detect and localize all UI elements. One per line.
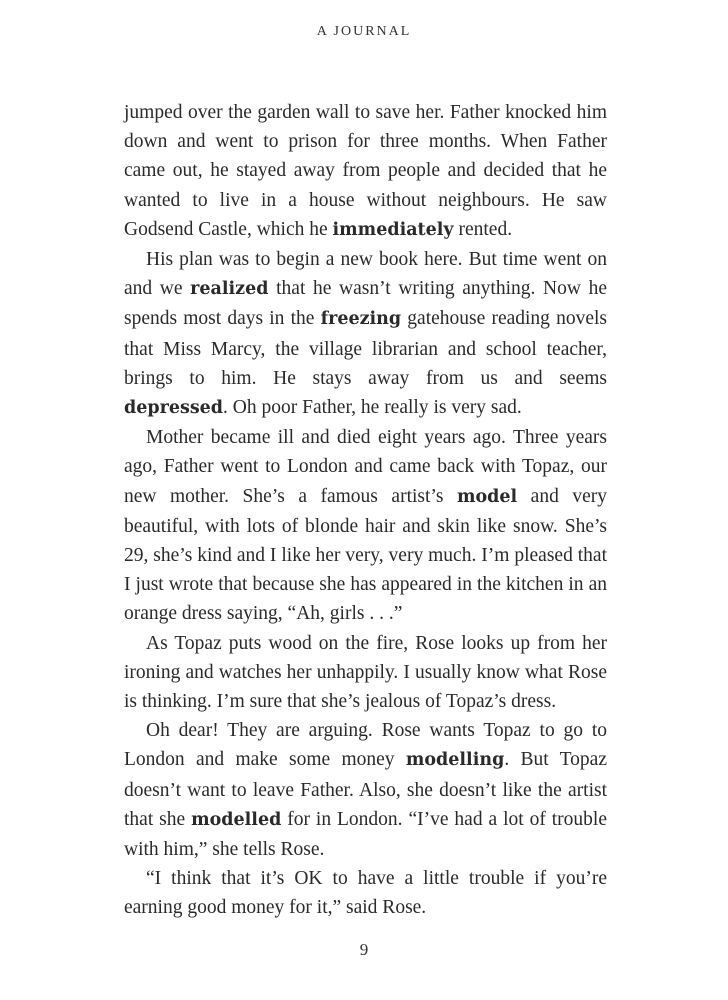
paragraph: [124, 98, 607, 245]
text-run: As Topaz puts wood on the fire, Rose looks up from her ironing and watches her unhappily. I usually know what Rose is thinking. I’m sure that she’s jealous of Topaz’s dress.: [124, 632, 607, 713]
text-run: jumped over the garden wall to save her. Father knocked him down and went to prison for three months. When Father came out, he stayed away from people and decided that he wanted to live in a house without neighbours. He saw Godsend Castle, which he: [124, 102, 607, 240]
paragraph: [124, 629, 607, 717]
glossary-word: immediately: [332, 219, 454, 240]
paragraph: [124, 864, 607, 922]
paragraph: [124, 423, 607, 628]
text-run: and very beautiful, with lots of blonde hair and skin like snow. She’s 29, she’s kind and I like her very, very much. I’m pleased that I just wrote that because she has appeared in the kitchen in an orange dress saying, “Ah, girls . . .”: [124, 485, 607, 625]
paragraph: [124, 245, 607, 423]
text-run: gatehouse reading novels that Miss Marcy, the village librarian and school teacher, brings to him. He stays away from us and seems: [124, 308, 607, 389]
text-run: for in London. “I’ve had a lot of trouble with him,” she tells Rose.: [124, 808, 607, 861]
text-run: rented.: [453, 218, 513, 240]
running-head: A JOURNAL: [316, 24, 412, 39]
text-run: Oh dear! They are arguing. Rose wants Topaz to go to London and make some money: [124, 720, 607, 771]
page-number: 9: [359, 940, 369, 959]
text-run: . Oh poor Father, he really is very sad.: [223, 397, 522, 419]
glossary-word: freezing: [320, 309, 402, 330]
text-run: “I think that it’s OK to have a little trouble if you’re earning good money for it,” said Rose.: [124, 868, 607, 919]
text-run: His plan was to begin a new book here. But time went on and we: [124, 249, 607, 300]
glossary-word: modelled: [191, 809, 282, 830]
glossary-word: depressed: [124, 398, 224, 419]
body-text: [124, 98, 607, 923]
paragraph: [124, 716, 607, 864]
glossary-word: model: [456, 486, 518, 507]
text-run: Mother became ill and died eight years ago. Three years ago, Father went to London and came back with Topaz, our new mother. She’s a famous artist’s: [124, 427, 607, 507]
glossary-word: modelling: [405, 750, 505, 771]
glossary-word: realized: [190, 279, 269, 300]
text-run: . But Topaz doesn’t want to leave Father. Also, she doesn’t like the artist that she: [124, 749, 607, 830]
text-run: that he wasn’t writing anything. Now he spends most days in the: [124, 278, 607, 330]
